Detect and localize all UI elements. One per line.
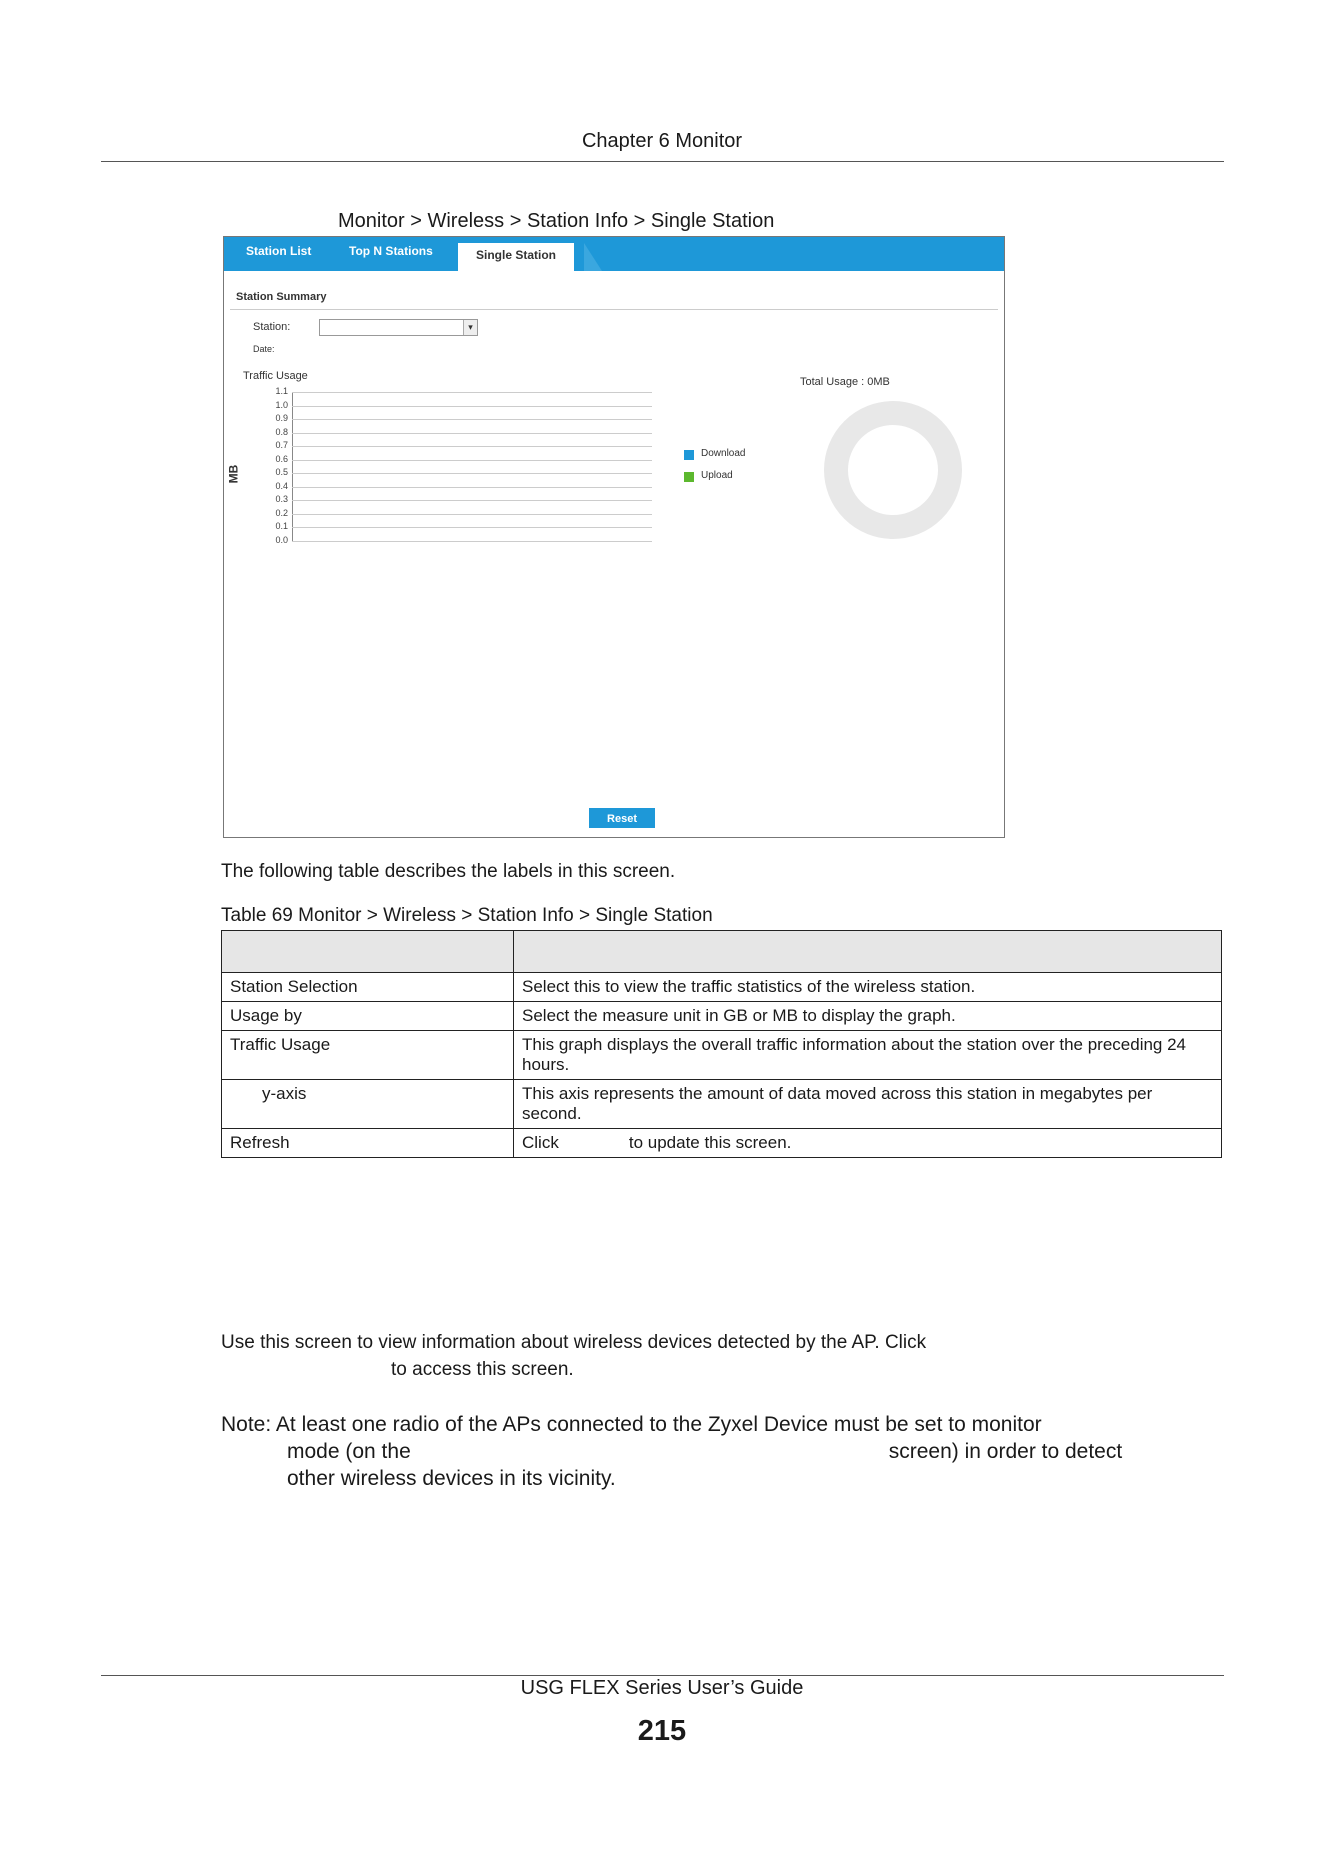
total-usage-donut — [824, 401, 962, 539]
y-tick-label: 1.0 — [275, 399, 288, 410]
y-tick-label: 0.0 — [275, 535, 288, 545]
note-block — [221, 1411, 1221, 1492]
gridline — [292, 446, 652, 447]
date-label: Date: — [253, 344, 275, 354]
note-line1: At least one radio of the APs connected to the Zyxel Device must be set to monitor — [275, 1413, 1042, 1436]
screenshot-panel — [223, 236, 1005, 838]
station-label: Station: — [253, 321, 291, 333]
y-tick-label: 0.9 — [275, 413, 288, 424]
tab-notch — [584, 243, 602, 271]
tab-station-list[interactable]: Station List — [246, 244, 312, 258]
table-row — [222, 1080, 1222, 1129]
row-description-part: Click — [522, 1133, 559, 1152]
reset-button[interactable]: Reset — [589, 808, 655, 828]
chart-title: Traffic Usage — [243, 370, 308, 382]
row-label: Refresh — [222, 1129, 514, 1158]
note-line2a: mode (on the — [287, 1440, 411, 1463]
y-tick-label: 0.3 — [275, 494, 288, 505]
running-head: Chapter 6 Monitor — [581, 130, 743, 152]
tab-top-n-stations[interactable]: Top N Stations — [349, 244, 433, 258]
y-axis-label: MB — [226, 464, 241, 484]
gridline — [292, 514, 652, 515]
table-row — [222, 1031, 1222, 1080]
y-tick-label: 0.4 — [275, 480, 288, 491]
header-rule — [101, 161, 1224, 162]
legend-download-label: Download — [701, 448, 746, 459]
note-prefix: Note: — [221, 1413, 272, 1436]
row-description: Select this to view the traffic statistics of the wireless station. — [514, 973, 1222, 1002]
tab-single-station[interactable]: Single Station — [458, 243, 574, 271]
y-tick-label: 0.5 — [275, 467, 288, 478]
page-number: 215 — [637, 1715, 687, 1747]
row-description: This axis represents the amount of data moved across this station in megabytes per second. — [514, 1080, 1222, 1129]
footer-rule — [101, 1675, 1224, 1676]
legend-upload-swatch — [684, 472, 694, 482]
row-label: Traffic Usage — [222, 1031, 514, 1080]
row-description: Select the measure unit in GB or MB to display the graph. — [514, 1002, 1222, 1031]
gridline — [292, 487, 652, 488]
section-text-line1: Use this screen to view information about wireless devices detected by the AP. Click — [221, 1332, 927, 1353]
station-select[interactable] — [319, 319, 478, 336]
gridline — [292, 527, 652, 528]
y-tick-label: 0.7 — [275, 440, 288, 451]
guide-title: USG FLEX Series User’s Guide — [520, 1677, 804, 1699]
y-tick-label: 1.1 — [275, 386, 288, 396]
row-description — [514, 1129, 1222, 1158]
y-tick-label: 0.2 — [275, 507, 288, 518]
gridline — [292, 500, 652, 501]
table-intro: The following table describes the labels in this screen. — [221, 861, 676, 882]
y-tick-label: 0.6 — [275, 453, 288, 464]
row-description-part: to update this screen. — [628, 1133, 792, 1152]
row-label: Usage by — [222, 1002, 514, 1031]
table-caption: Table 69 Monitor > Wireless > Station Info > Single Station — [221, 905, 713, 926]
gridline — [292, 460, 652, 461]
note-line3: other wireless devices in its vicinity. — [287, 1467, 616, 1490]
table-header-cell — [222, 931, 514, 973]
description-table — [221, 930, 1222, 1158]
gridline — [292, 406, 652, 407]
y-tick-label: 0.8 — [275, 426, 288, 437]
gridline — [292, 433, 652, 434]
gridline — [292, 473, 652, 474]
legend-download-swatch — [684, 450, 694, 460]
gridline — [292, 419, 652, 420]
note-line2b: screen) in order to detect — [888, 1440, 1123, 1463]
table-row — [222, 1129, 1222, 1158]
figure-caption: Monitor > Wireless > Station Info > Single Station — [338, 210, 775, 232]
total-usage-label: Total Usage : 0MB — [800, 376, 890, 388]
row-label: y-axis — [222, 1080, 514, 1129]
gridline — [292, 541, 652, 542]
station-summary-title: Station Summary — [236, 291, 327, 303]
row-description: This graph displays the overall traffic information about the station over the preceding 24 hours. — [514, 1031, 1222, 1080]
section-text-line2: to access this screen. — [391, 1359, 574, 1380]
y-axis-line — [292, 392, 293, 541]
y-tick-label: 0.1 — [275, 521, 288, 532]
section-divider — [230, 309, 998, 310]
table-row — [222, 973, 1222, 1002]
chevron-down-icon: ▾ — [463, 320, 477, 335]
tab-bar — [224, 237, 1004, 271]
row-label: Station Selection — [222, 973, 514, 1002]
table-header-row — [222, 931, 1222, 973]
table-header-cell — [514, 931, 1222, 973]
legend-upload-label: Upload — [701, 470, 733, 481]
table-row — [222, 1002, 1222, 1031]
gridline — [292, 392, 652, 393]
